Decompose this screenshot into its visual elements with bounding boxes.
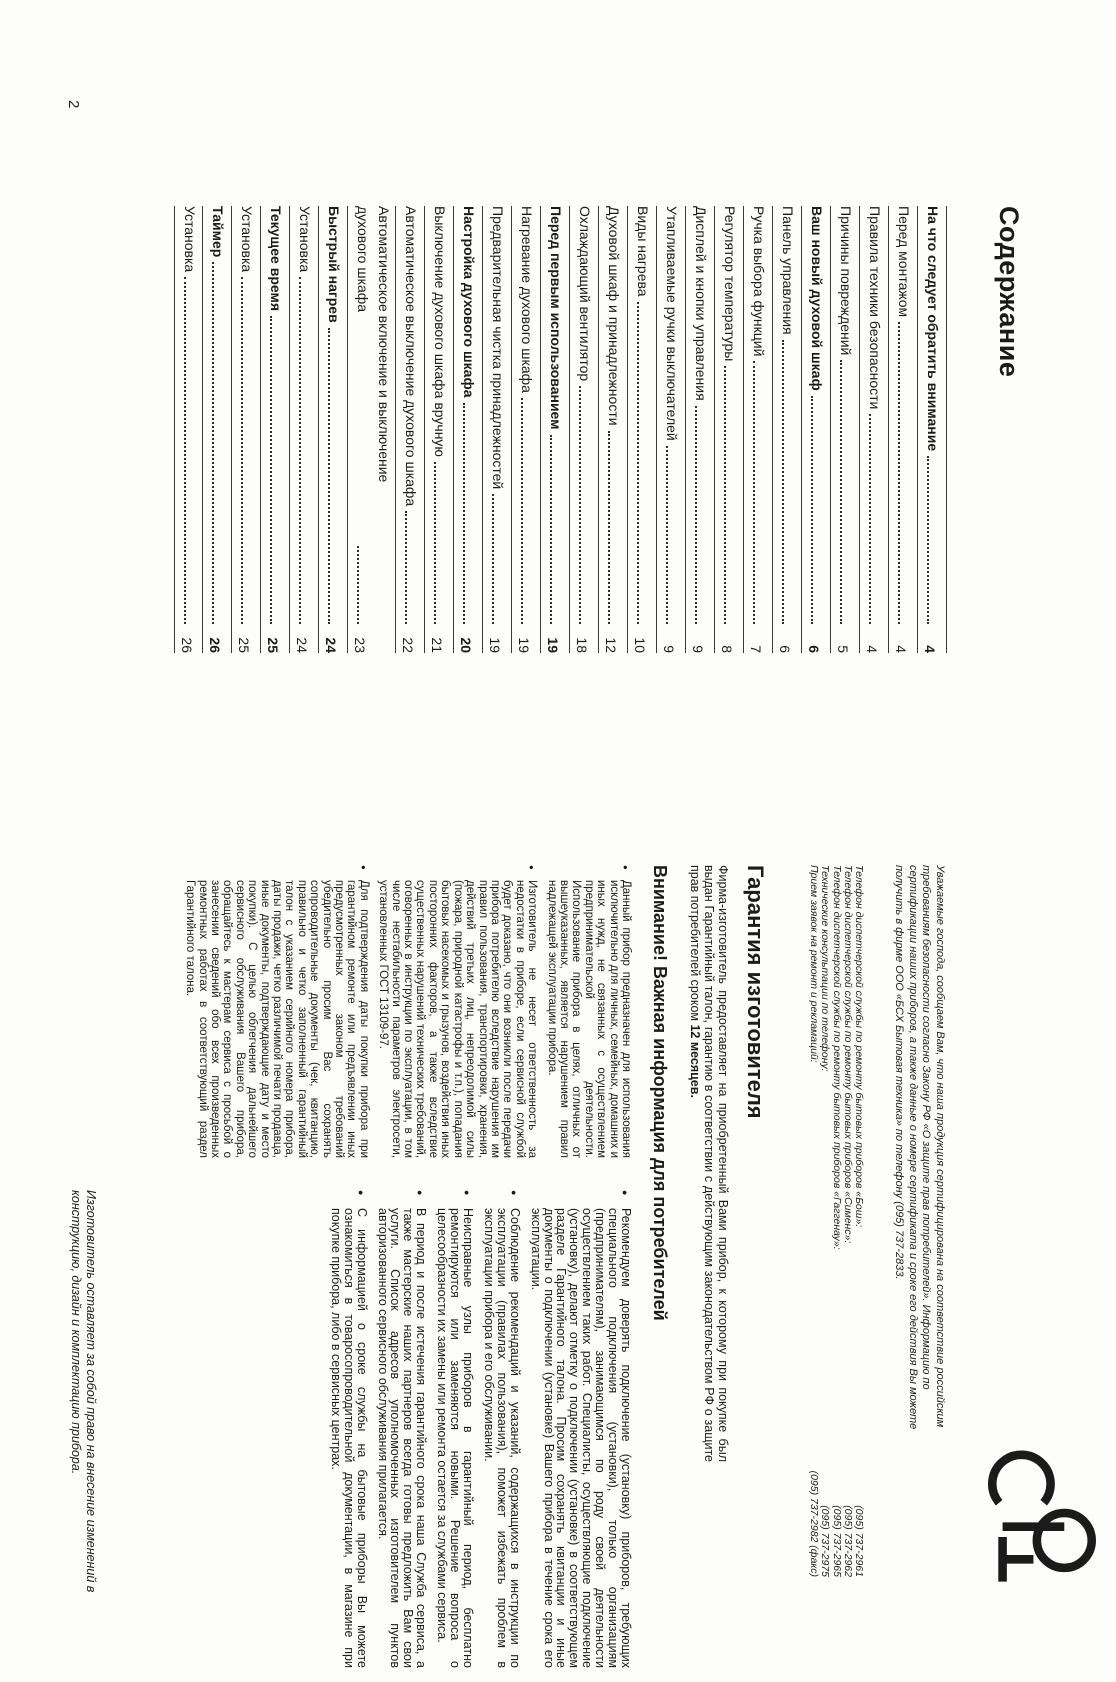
bullet-item: [377, 865, 538, 1158]
bullet-icon: ●: [620, 1190, 630, 1196]
toc-entry-label: Дисплей и кнопки управления: [693, 206, 709, 401]
phone-row: [853, 865, 864, 1577]
dot-leader: [550, 435, 552, 624]
toc-entry-label: Ваш новый духовой шкаф: [809, 206, 825, 391]
toc-entry-page: 21: [429, 637, 445, 653]
toc-entry-page: 25: [236, 637, 252, 653]
bullet-icon: ●: [355, 1190, 366, 1196]
bullet-text: Соблюдение рекомендаций и указаний, содержащихся в инструкции по эксплуатации (правилах пользования), поможет избежать проблем в эксплуатации прибора и его обслуживании.: [481, 1208, 522, 1668]
toc-entry-page: 25: [265, 637, 281, 653]
bullet-item: [184, 865, 370, 1158]
bullet-item: [545, 865, 632, 1158]
toc-entry-label: Духовой шкаф и принадлежности: [606, 206, 622, 426]
toc-entry: [599, 206, 628, 653]
toc-entry-page: 19: [487, 637, 503, 653]
toc-entry: [628, 206, 657, 653]
rst-certification-logo-icon: [982, 1448, 1102, 1626]
toc-entry-label: На что следует обратить внимание: [925, 206, 941, 452]
bullet-item: [482, 1190, 521, 1668]
toc-entry-page: 19: [545, 637, 561, 653]
dot-leader: [521, 398, 523, 624]
toc-entry: [512, 206, 541, 653]
toc-title: Содержание: [994, 206, 1024, 378]
service-phone-list: [808, 865, 864, 1577]
dot-leader: [898, 322, 900, 624]
bullet-icon: ●: [508, 1190, 519, 1196]
phone-label: Телефон диспетчерской службы по ремонту бытовых приборов «Гаггенау»:: [830, 865, 843, 1250]
bullet-text: Рекомендуем доверять подключение (установку) приборов, требующих специального подключения (установки), только организациям (предпринимателям), занимающимся по роду своей деятельности осуществлением таких работ. Специалисты, осуществляющие подключение (установку), делают отметку о подключении (установке) в соответствующем разделе Гарантийного талона. Просим сохранять квитанции и иные документы о подключении (установке) Вашего прибора в течение срока его эксплуатации.: [528, 1208, 633, 1668]
bullet-text: Изготовитель не несет ответственность за недостатки в приборе, если сервисной службой будет доказано, что они возникли после передачи прибора потребителю вследствие нарушения им правил пользования, транспортировки, хранения, действий третьих лиц, непреодолимой силы (пожара, природной катастрофы и т.п.), попадания бытовых насекомых и грызунов, воздействия иных посторонних факторов, а также вследствие существенных нарушений технических требований, оговоренных в инструкции по эксплуатации, в том числе нестабильности параметров электросети, установленных ГОСТ 13109-97.: [377, 880, 539, 1158]
dot-leader: [695, 406, 697, 624]
toc-entry-page: 10: [632, 637, 648, 653]
dot-leader: [357, 546, 359, 624]
dot-leader: [782, 340, 784, 624]
bullet-item: [376, 1190, 428, 1668]
toc-entry: [831, 206, 860, 653]
warranty-text: Фирма-изготовитель предоставляет на приобретенный Вами прибор, к которому при покупке был выдан Гарантийный талон, гарантию в соответствии с действующим законодательством РФ о защите прав потребителей сроком: [688, 865, 730, 1462]
dot-leader: [840, 360, 842, 624]
toc-entry-page: 18: [574, 637, 590, 653]
dot-leader: [637, 302, 639, 624]
bullet-icon: ●: [527, 865, 537, 870]
toc-entry-label: Выключение духового шкафа вручную: [432, 206, 448, 457]
dot-leader: [328, 328, 330, 624]
toc-entry: [425, 206, 454, 653]
phone-row: [830, 865, 841, 1577]
phone-row: [808, 865, 819, 1577]
toc-entry-label: Таймер: [210, 206, 226, 258]
toc-entry-label: Утапливаемые ручки выключателей: [664, 206, 680, 441]
toc-entry-page: 19: [516, 637, 532, 653]
phone-number: (095) 737-2961: [853, 1505, 865, 1577]
phone-row: [842, 865, 853, 1577]
toc-entry-label: Настройка духового шкафа: [461, 206, 477, 398]
toc-entry-page: 20: [458, 637, 474, 653]
toc-entry-page: 8: [719, 645, 735, 653]
phone-number: (095) 737-2982 (факс): [808, 1470, 821, 1577]
toc-entry-label: Предварительная чистка принадлежностей: [490, 206, 506, 490]
toc-entry-page: 6: [806, 645, 822, 653]
toc-entry-page: 4: [893, 645, 909, 653]
dot-leader: [666, 446, 668, 624]
dot-leader: [927, 456, 929, 624]
toc-entry: [483, 206, 512, 653]
toc-entry-label: Регулятор температуры: [722, 206, 738, 362]
dot-leader: [270, 316, 272, 624]
toc-entry: [174, 206, 203, 653]
toc-entry: [860, 206, 889, 653]
toc-entry-page: 6: [777, 645, 793, 653]
phone-label: Прием заявок на ремонт и рекламаций:: [808, 865, 821, 1063]
bullet-item: [329, 1190, 368, 1668]
toc-entry-page: 23: [352, 637, 368, 653]
toc-entry: [319, 206, 348, 653]
toc-entry-page: 26: [207, 637, 223, 653]
bullet-icon: ●: [462, 1190, 473, 1196]
warranty-section-title: Гарантия изготовителя: [743, 865, 768, 1119]
toc-entry-label: Текущее время: [268, 206, 284, 311]
dot-leader: [434, 462, 436, 624]
table-of-contents: [174, 206, 1024, 653]
toc-entry-page: 7: [748, 645, 764, 653]
toc-entry-page: 12: [603, 637, 619, 653]
toc-entry: [773, 206, 802, 653]
bullet-item: [529, 1190, 632, 1668]
certification-notice: Уважаемые господа, сообщаем Вам, что наша продукция сертифицирована на соответствие российским требованиям безопасности согласно Закону РФ «О защите прав потребителей». Информацию по сертификации наших приборов, а также данные о номере сертификата и сроке его действия Вы можете получить в фирме ООО «БСХ Бытовая техника» по телефону (095) 737-2833.: [893, 865, 946, 1430]
attention-section-title: Внимание! Важная информация для потребителей: [650, 865, 670, 1321]
toc-entry-label: Быстрый нагрев: [326, 206, 342, 323]
bullet-item: [435, 1190, 474, 1668]
bullet-icon: ●: [358, 865, 368, 870]
dot-leader: [608, 431, 610, 624]
dot-leader: [811, 396, 813, 624]
dot-leader: [241, 277, 243, 624]
attention-column-right: [321, 1190, 632, 1668]
phone-number: (095) 737-2962: [841, 1505, 854, 1577]
toc-entry-label: Автоматическое выключение духового шкафа: [403, 206, 419, 507]
toc-entry-page: 24: [323, 637, 339, 653]
toc-entry: [744, 206, 773, 653]
dot-leader: [463, 403, 465, 625]
toc-entry-page: 4: [864, 645, 880, 653]
warranty-term: 12 месяцев.: [688, 1024, 702, 1098]
phone-row: [819, 865, 830, 1577]
toc-entry: [290, 206, 319, 653]
toc-entry-label: Установка: [239, 206, 255, 273]
dot-leader: [753, 361, 755, 624]
toc-entry-page: 24: [294, 637, 310, 653]
toc-entry-page: 5: [835, 645, 851, 653]
dot-leader: [299, 277, 301, 624]
dot-leader: [579, 386, 581, 624]
toc-entry-page: 9: [661, 645, 677, 653]
dot-leader: [724, 366, 726, 624]
phone-number: (095) 737-2975: [819, 1505, 832, 1577]
toc-entry: [918, 206, 947, 653]
warranty-paragraph: [688, 865, 730, 1462]
phone-label: Телефон диспетчерской службы по ремонту бытовых приборов «Сименс»:: [841, 865, 854, 1244]
toc-entry-page: 26: [179, 637, 195, 653]
bullet-icon: ●: [621, 865, 630, 870]
bullet-text: С информацией о сроке службы на бытовые приборы Вы можете ознакомиться в товаросопроводительной документации, в магазине при покупке прибора, либо в сервисных центрах.: [328, 1208, 369, 1668]
manufacturer-footnote: Изготовитель оставляет за собой право на внесение изменений в конструкцию, дизайн и комплектацию прибора.: [69, 1190, 98, 1593]
attention-column-left: [177, 865, 632, 1158]
bullet-icon: ●: [415, 1190, 426, 1196]
toc-entry: [686, 206, 715, 653]
toc-entry-page: 4: [922, 645, 938, 653]
toc-entry: [715, 206, 744, 653]
toc-entry: [454, 206, 483, 653]
toc-entry-page: 9: [690, 645, 706, 653]
toc-entry-label: Панель управления: [780, 206, 796, 335]
toc-entry-label: Ручка выбора функций: [751, 206, 767, 357]
page-number: 2: [65, 100, 82, 109]
toc-entry-label: Нагревание духового шкафа: [519, 206, 535, 393]
toc-entry-label: Правила техники безопасности: [867, 206, 883, 410]
bullet-text: Данный прибор предназначен для использования исключительно для личных, семейных, домашних и иных нужд, не связанных с осуществлением предпринимательской деятельности. Использование прибора в целях, отличных от вышеуказанных, является нарушением правил надлежащей эксплуатации прибора.: [545, 880, 632, 1158]
toc-entry: [541, 206, 570, 653]
phone-number: (095) 737-2965: [830, 1505, 843, 1577]
toc-entry-label: Виды нагрева: [635, 206, 651, 297]
toc-entry-label: Перед монтажом: [896, 206, 912, 318]
toc-entry: [261, 206, 290, 653]
toc-entry-label: Установка: [182, 206, 198, 273]
toc-entry: [396, 206, 425, 653]
toc-entry-label: Причины повреждений: [838, 206, 854, 356]
phone-label: Телефон диспетчерской службы по ремонту бытовых приборов «Бош»:: [853, 865, 865, 1228]
dot-leader: [212, 262, 214, 624]
toc-entry-label: Автоматическое включение и выключение духового шкафа: [355, 206, 392, 483]
phone-label: Технические консультации по телефону:: [819, 865, 832, 1072]
toc-entry-page: 22: [400, 637, 416, 653]
toc-entry: [802, 206, 831, 653]
toc-entry: [232, 206, 261, 653]
toc-entry-label: Охлаждающий вентилятор: [577, 206, 593, 382]
toc-entry: [657, 206, 686, 653]
dot-leader: [492, 494, 494, 624]
bullet-text: Неисправные узлы приборов в гарантийный период, бесплатно ремонтируются или заменяются новыми. Решение вопроса о целесообразности их замены или ремонта остается за службами сервиса.: [435, 1208, 476, 1668]
bullet-text: Для подтверждения даты покупки прибора при гарантийном ремонте или предъявлении иных предусмотренных законом требований убедительно просим Вас сохранять сопроводительные документы (чек, квитанцию, правильно и четко заполненный гарантийный талон с указанием серийного номера прибора, даты продажи, четко различимой печати продавца, иные документы, подтверждающие дату и место покупки). С целью облегчения дальнейшего сервисного обслуживания Вашего прибора, обращайтесь к мастерам сервиса с просьбой о занесении сведений обо всех произведенных ремонтных работах в соответствующий раздел Гарантийного талона.: [184, 880, 370, 1158]
dot-leader: [869, 414, 871, 624]
toc-entry: [570, 206, 599, 653]
toc-entry: [348, 206, 396, 653]
dot-leader: [184, 277, 186, 624]
toc-entry: [889, 206, 918, 653]
toc-entry-label: Установка: [297, 206, 313, 273]
toc-entry-label: Перед первым использованием: [548, 206, 564, 430]
bullet-text: В период и после истечения гарантийного срока наша Служба сервиса, а также мастерские наших партнеров всегда готовы предложить Вам свои услуги. Список адресов уполномоченных изготовителем пунктов авторизованного сервисного обслуживания прилагается.: [375, 1208, 429, 1668]
dot-leader: [405, 511, 407, 624]
toc-entry: [203, 206, 232, 653]
